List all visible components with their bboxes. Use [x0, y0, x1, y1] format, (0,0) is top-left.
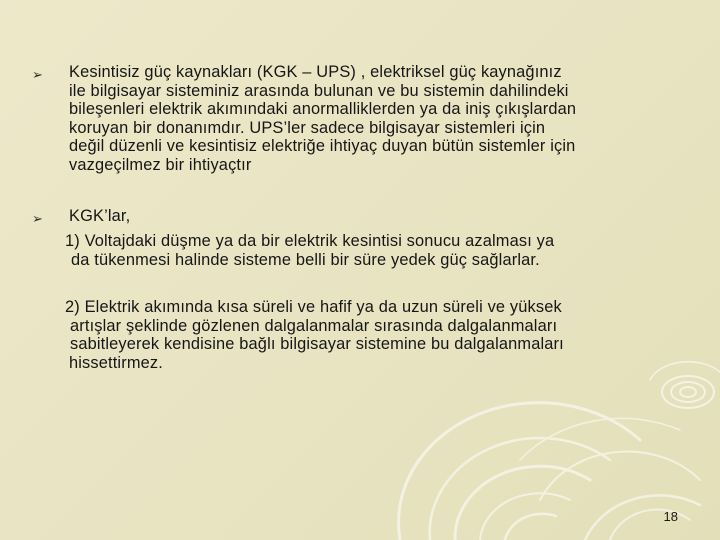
- text-line: da tükenmesi halinde sisteme belli bir süre yedek güç sağlarlar.: [71, 250, 540, 269]
- text-line: koruyan bir donanımdır. UPS’ler sadece bilgisayar sistemleri için: [69, 118, 546, 137]
- arrow-bullet-icon: ➢: [32, 68, 43, 83]
- text-line: artışlar şeklinde gözlenen dalgalanmalar sırasında dalgalanmaları: [70, 316, 558, 335]
- text-line: değil düzenli ve kesintisiz elektriğe ihtiyaç duyan bütün sistemler için: [69, 137, 576, 156]
- arrow-bullet-icon: ➢: [32, 212, 43, 227]
- bullet-paragraph-2: [69, 207, 130, 226]
- text-line: bileşenleri elektrik akımındaki anormalliklerden ya da iniş çıkışlardan: [69, 100, 577, 119]
- bullet-paragraph-1: [69, 63, 576, 175]
- numbered-item-1: [65, 232, 554, 269]
- numbered-item-2: [65, 298, 564, 372]
- text-line: ile bilgisayar sisteminiz arasında bulunan ve bu sistemin dahilindeki: [69, 81, 569, 100]
- page-number: 18: [663, 509, 678, 524]
- text-line: hissettirmez.: [69, 353, 163, 372]
- text-line: vazgeçilmez bir ihtiyaçtır: [69, 155, 252, 174]
- ripple-small: [650, 362, 720, 408]
- text-line: KGK’lar,: [69, 207, 131, 225]
- text-line: Kesintisiz güç kaynakları (KGK – UPS) , elektriksel güç kaynağınız: [69, 63, 562, 81]
- text-line: sabitleyerek kendisine bağlı bilgisayar sistemine bu dalgalanmaları: [70, 335, 564, 354]
- text-line: 2) Elektrik akımında kısa süreli ve hafif ya da uzun süreli ve yüksek: [65, 298, 562, 316]
- text-line: 1) Voltajdaki düşme ya da bir elektrik kesintisi sonucu azalması ya: [65, 232, 555, 250]
- ripple-large: [399, 403, 700, 540]
